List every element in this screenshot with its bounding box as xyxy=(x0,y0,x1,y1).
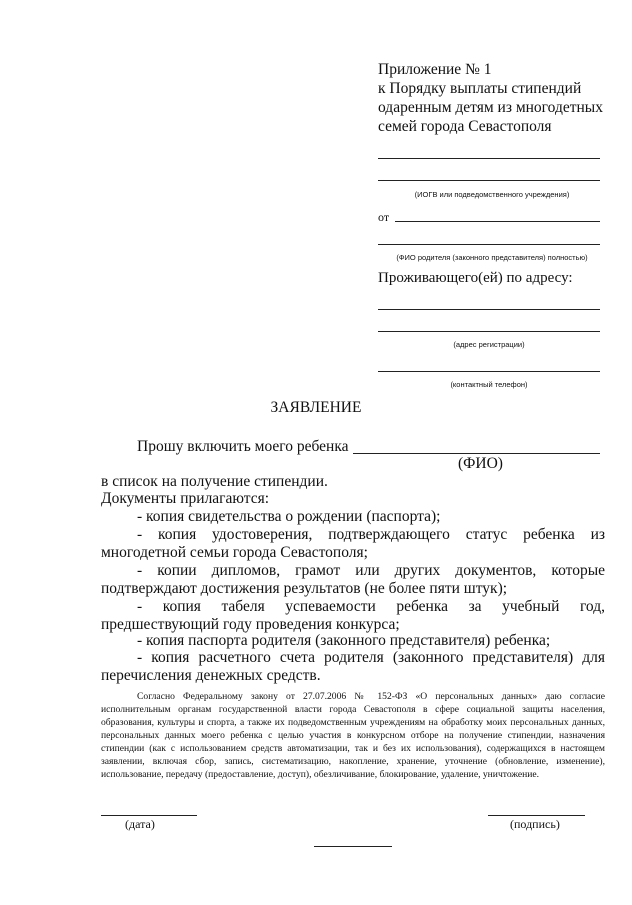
date-field-line[interactable] xyxy=(101,815,197,816)
from-label: от xyxy=(378,210,390,224)
documents-heading: Документы прилагаются: xyxy=(101,490,270,507)
org-field-line-1[interactable] xyxy=(378,158,600,159)
appendix-line-2: к Порядку выплаты стипендий xyxy=(378,80,582,97)
document-item: - копия табеля успеваемости ребенка за учебный год, предшествующий году проведения конкурса; xyxy=(101,598,605,633)
document-item: - копия удостоверения, подтверждающего статус ребенка из многодетной семьи города Севастополя; xyxy=(101,526,605,561)
document-item: - копия свидетельства о рождении (паспорта); xyxy=(137,508,441,525)
address-field-line-1[interactable] xyxy=(378,309,600,310)
phone-caption: (контактный телефон) xyxy=(450,380,528,389)
signature-field-line[interactable] xyxy=(488,815,585,816)
address-label: Проживающего(ей) по адресу: xyxy=(378,270,573,286)
address-caption: (адрес регистрации) xyxy=(453,340,525,349)
document-item: - копии дипломов, грамот или других документов, которые подтверждают достижения результатов (не более пяти штук); xyxy=(101,562,605,597)
parent-caption: (ФИО родителя (законного представителя) полностью) xyxy=(396,253,588,262)
bottom-rule xyxy=(314,846,392,847)
request-text: Прошу включить моего ребенка xyxy=(137,438,349,455)
document-item: - копия паспорта родителя (законного представителя) ребенка; xyxy=(137,632,551,649)
org-caption: (ИОГВ или подведомственного учреждения) xyxy=(414,190,570,199)
signature-caption: (подпись) xyxy=(510,817,560,831)
org-field-line-2[interactable] xyxy=(378,180,600,181)
parent-field-line-2[interactable] xyxy=(378,244,600,245)
appendix-line-4: семей города Севастополя xyxy=(378,118,552,135)
appendix-line-1: Приложение № 1 xyxy=(378,61,492,78)
child-name-field-line[interactable] xyxy=(353,453,600,454)
phone-field-line[interactable] xyxy=(378,371,600,372)
address-field-line-2[interactable] xyxy=(378,331,600,332)
consent-paragraph: Согласно Федеральному закону от 27.07.2006 № 152-ФЗ «О персональных данных» даю согласие исполнительным органам государственной власти города Севастополя в сфере социальной защиты населения, образования, культуры и спорта, а также их подведомственным учреждениям на обработку моих персональных данных, персональных данных моего ребенка с целью участия в конкурсном отборе на получение стипендии, назначения стипендии (как с использованием средств автоматизации, так и без их использования), содержащихся в настоящем заявлении, включая сбор, запись, систематизацию, накопление, хранение, уточнение (обновление, изменение), использование, передачу (предоставление, доступ), обезличивание, блокирование, удаление, уничтожение. xyxy=(101,691,605,780)
document-item: - копия расчетного счета родителя (законного представителя) для перечисления денежных средств. xyxy=(101,649,605,684)
document-title: ЗАЯВЛЕНИЕ xyxy=(270,399,362,416)
fio-caption: (ФИО) xyxy=(458,455,503,472)
request-continuation: в список на получение стипендии. xyxy=(101,473,328,490)
appendix-line-3: одаренным детям из многодетных xyxy=(378,99,603,116)
date-caption: (дата) xyxy=(125,817,155,831)
parent-field-line-1[interactable] xyxy=(395,221,600,222)
